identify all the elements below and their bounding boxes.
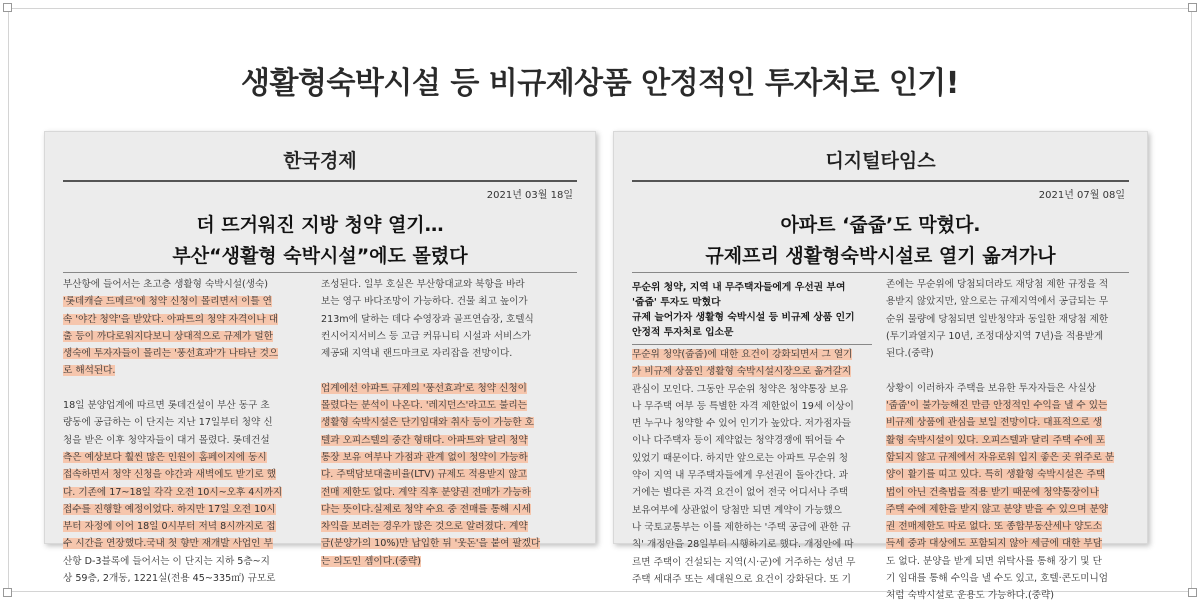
body-text-line: 산항 D-3블록에 들어서는 이 단지는 지하 5층~지 xyxy=(63,555,270,567)
body-text-line: 거에는 별다른 자격 요건이 없어 전국 어디서나 주택 xyxy=(632,487,848,499)
divider xyxy=(632,344,872,345)
body-text-line: 량동에 공급하는 이 단지는 지난 17일부터 청약 신 xyxy=(63,417,273,429)
body-text-line xyxy=(321,484,571,501)
body-text-line xyxy=(321,466,571,483)
article-title-line: 더 뜨거워진 지방 청약 열기… xyxy=(196,214,444,236)
article-title xyxy=(55,210,585,272)
article-title xyxy=(624,210,1137,272)
highlighted-text: 몰렸다는 분석이 나온다. '레지던스'라고도 불리는 xyxy=(321,400,527,412)
article-subtitle xyxy=(632,280,872,340)
body-text-line xyxy=(63,535,311,552)
body-text-line: 상 59층, 2개동, 1221실(전용 45~335㎡) 규모로 xyxy=(63,573,276,585)
body-text-line xyxy=(321,535,571,552)
body-text-line xyxy=(63,484,311,501)
body-text-line xyxy=(886,362,1132,379)
body-text-line xyxy=(63,518,311,535)
body-text-line xyxy=(886,501,1132,518)
body-text-line: 도 없다. 분양을 받게 되면 위탁사를 통해 장기 및 단 xyxy=(886,555,1102,567)
highlighted-text: 활형 숙박시설이 있다. 오피스텔과 달리 주택 수에 포 xyxy=(886,434,1106,446)
body-text-line: 부산항에 들어서는 초고층 생활형 숙박시설(생숙) xyxy=(63,279,269,290)
highlighted-text: '롯데캐슬 드메르'에 청약 신청이 몰리면서 이틀 연 xyxy=(63,296,272,308)
article-title-line: 규제프리 생활형숙박시설로 열기 옮겨가나 xyxy=(705,245,1056,267)
subtitle-line: 규제 늘어가자 생활형 숙박시설 등 비규제 상품 인기 xyxy=(632,312,855,323)
highlighted-text: 함되지 않고 규제에서 자유로워 입지 좋은 곳 위주로 분 xyxy=(886,451,1115,463)
news-clipping-hankyung xyxy=(44,131,596,585)
corner-marker xyxy=(1188,588,1197,597)
highlighted-text: '줍줍'이 불가능해진 만큼 안정적인 수익을 낼 수 있는 xyxy=(886,400,1108,412)
body-text-line xyxy=(886,484,1132,501)
divider xyxy=(632,272,1129,273)
highlighted-text: 텔과 오피스텔의 중간 형태다. 아파트와 달리 청약 xyxy=(321,434,528,446)
body-text-line: 213m에 달하는 데다 수영장과 골프연습장, 호텔식 xyxy=(321,313,534,325)
body-text-line xyxy=(321,397,571,414)
corner-marker xyxy=(3,588,12,597)
body-text-line xyxy=(63,380,311,397)
highlighted-text: 금(분양가의 10%)만 납입한 뒤 '웃돈'을 붙여 팔겠다 xyxy=(321,538,541,550)
highlighted-text: 측은 예상보다 훨씬 많은 인원이 홈페이지에 동시 xyxy=(63,451,267,463)
highlighted-text: 권 전매제한도 따로 없다. 또 종합부동산세나 양도소 xyxy=(886,521,1102,533)
page-headline: 생활형숙박시설 등 비규제상품 안정적인 투자처로 인기! xyxy=(241,66,959,101)
divider xyxy=(63,180,577,182)
body-text-line: 주택 세대주 또는 세대원으로 요건이 강화된다. 또 기 xyxy=(632,573,852,585)
highlighted-text: 생숙에 투자자들이 몰리는 '풍선효과'가 나타난 것으 xyxy=(63,348,279,360)
body-text-line xyxy=(63,311,311,328)
publisher-name: 디지털타임스 xyxy=(825,150,936,172)
body-text-line: (투기과열지구 10년, 조정대상지역 7년)을 적용받게 xyxy=(886,330,1104,342)
body-text-line: 있었기 때문이다. 하지만 앞으로는 아파트 무순위 청 xyxy=(632,452,848,464)
highlighted-text: 다. 주택담보대출비율(LTV) 규제도 적용받지 않고 xyxy=(321,469,527,481)
article-column xyxy=(886,276,1132,605)
body-text-line xyxy=(63,466,311,483)
body-text-line xyxy=(321,380,571,397)
body-text-line xyxy=(632,346,876,363)
highlighted-text: 차익을 보려는 경우가 많은 것으로 알려졌다. 계약 xyxy=(321,521,528,533)
highlighted-text: 주택 수에 제한을 받지 않고 분양 받을 수 있으며 분양 xyxy=(886,503,1109,515)
subtitle-line: '줍줍' 투자도 막혔다 xyxy=(632,297,721,308)
body-text-line: 르면 주택이 건설되는 지역(시·군)에 거주하는 성년 무 xyxy=(632,556,856,568)
highlighted-text: 가 비규제 상품인 생활형 숙박시설시장으로 옮겨갈지 xyxy=(632,366,852,378)
body-text-line: 18일 분양업계에 따르면 롯데건설이 부산 동구 초 xyxy=(63,400,270,412)
highlighted-text: 통장 보유 여부나 가점과 관계 없이 청약이 가능하 xyxy=(321,451,528,463)
body-text-line: 나 무주택 여부 등 특별한 자격 제한없이 19세 이상이 xyxy=(632,400,854,412)
body-text-line: 면 누구나 청약할 수 있어 인기가 높았다. 저가점자들 xyxy=(632,418,852,430)
highlighted-text: 수 시간을 연장했다.국내 첫 향만 재개발 사업인 부 xyxy=(63,538,273,550)
body-text-line xyxy=(321,501,571,518)
highlighted-text: 속 '야간 청약'을 받았다. 아파트의 청약 자격이나 대 xyxy=(63,313,279,325)
highlighted-text: 업계에선 아파트 규제의 '풍선효과'로 청약 신청이 xyxy=(321,382,527,394)
corner-marker xyxy=(3,3,12,12)
body-text-line: 보는 영구 바다조망이 가능하다. 건물 최고 높이가 xyxy=(321,296,528,308)
body-text-line xyxy=(321,414,571,431)
highlighted-text: 생활형 숙박시설은 단기임대와 취사 등이 가능한 호 xyxy=(321,417,534,429)
highlighted-text: 부터 자정에 이어 18일 0시부터 저녁 8시까지로 접 xyxy=(63,521,276,533)
news-clipping-digitaltimes xyxy=(613,131,1148,602)
highlighted-text: 법이 아닌 건축법을 적용 받기 때문에 청약통장이나 xyxy=(886,486,1099,498)
article-column xyxy=(321,276,571,570)
highlighted-text: 로 해석된다. xyxy=(63,365,116,377)
highlighted-text: 양이 활기를 띠고 있다. 특히 생활형 숙박시설은 주택 xyxy=(886,469,1106,481)
subtitle-line: 안정적 투자처로 입소문 xyxy=(632,327,734,338)
highlighted-text: 다는 뜻이다.실제로 청약 수요 중 전매를 통해 시세 xyxy=(321,503,531,515)
article-column xyxy=(63,276,311,587)
highlighted-text: 무순위 청약(줍줍)에 대한 요건이 강화되면서 그 열기 xyxy=(632,349,853,360)
body-text-line xyxy=(632,363,876,380)
body-text-line: 컨시어지서비스 등 고급 커뮤니티 시설과 서비스가 xyxy=(321,330,531,342)
body-text-line: 처럼 숙박시설로 운용도 가능하다.(중략) xyxy=(886,590,1054,602)
body-text-line xyxy=(886,466,1132,483)
body-text-line: 관심이 모인다. 그동안 무순위 청약은 청약통장 보유 xyxy=(632,383,848,395)
body-text-line xyxy=(63,449,311,466)
body-text-line xyxy=(321,449,571,466)
article-column xyxy=(632,346,876,588)
highlighted-text: 접수를 진행할 예정이었다. 하지만 17일 오전 10시 xyxy=(63,503,276,515)
highlighted-text: 는 의도인 셈이다.(중략) xyxy=(321,555,422,567)
body-text-line: 청을 받은 이후 청약자들이 대거 몰렸다. 롯데건설 xyxy=(63,434,270,446)
body-text-line: 된다.(중략) xyxy=(886,348,934,360)
body-text-line xyxy=(63,293,311,310)
body-text-line: 보유여부에 상관없이 당첨만 되면 계약이 가능했으 xyxy=(632,504,842,516)
body-text-line xyxy=(321,432,571,449)
highlighted-text: 다. 기존에 17~18일 각각 오전 10시~오후 4시까지 xyxy=(63,486,283,498)
body-text-line: 조성된다. 일부 호실은 부산항대교와 북항을 바라 xyxy=(321,279,525,290)
body-text-line xyxy=(886,449,1132,466)
body-text-line: 칙' 개정안을 28일부터 시행하기로 했다. 개정안에 따 xyxy=(632,539,854,551)
body-text-line: 순위 물량에 당첨되면 일반청약과 동일한 재당첨 제한 xyxy=(886,313,1109,325)
body-text-line xyxy=(886,397,1132,414)
body-text-line xyxy=(321,362,571,379)
body-text-line xyxy=(63,362,311,379)
body-text-line: 용받지 않았지만, 앞으로는 규제지역에서 공급되는 무 xyxy=(886,296,1109,308)
highlighted-text: 비규제 상품에 관심을 보일 전망이다. 대표적으로 생 xyxy=(886,417,1102,429)
body-text-line xyxy=(886,432,1132,449)
body-text-line xyxy=(886,535,1132,552)
divider xyxy=(63,272,577,273)
body-text-line: 상황이 이러하자 주택을 보유한 투자자들은 사실상 xyxy=(886,382,1096,394)
article-date: 2021년 03월 18일 xyxy=(486,190,573,201)
body-text-line: 기 임대를 통해 수익을 낼 수도 있고, 호텔·콘도미니엄 xyxy=(886,573,1109,585)
body-text-line xyxy=(63,328,311,345)
highlighted-text: 접속하면서 청약 신청을 야간과 새벽에도 받기로 했 xyxy=(63,469,276,481)
body-text-line xyxy=(63,345,311,362)
article-title-line: 부산“생활형 숙박시설”에도 몰렸다 xyxy=(172,245,468,267)
corner-marker xyxy=(1188,3,1197,12)
body-text-line xyxy=(886,518,1132,535)
divider xyxy=(632,180,1129,182)
article-date: 2021년 07월 08일 xyxy=(1038,190,1125,201)
body-text-line xyxy=(321,553,571,570)
publisher-name: 한국경제 xyxy=(283,150,357,172)
highlighted-text: 출 등이 까다로워지다보니 상대적으로 규제가 덜한 xyxy=(63,330,273,342)
body-text-line xyxy=(886,414,1132,431)
body-text-line xyxy=(63,501,311,518)
highlighted-text: 전매 제한도 없다. 계약 직후 분양권 전매가 가능하 xyxy=(321,486,531,498)
body-text-line: 약이 지역 내 무주택자들에게 우선권이 돌아간다. 과 xyxy=(632,470,848,482)
highlighted-text: 득세 중과 대상에도 포함되지 않아 세금에 대한 부담 xyxy=(886,538,1102,550)
body-text-line: 제공돼 지역내 랜드마크로 자리잡을 전망이다. xyxy=(321,348,513,360)
body-text-line: 존에는 무순위에 당첨되더라도 재당첨 제한 규정을 적 xyxy=(886,279,1109,290)
body-text-line: 이나 다주택자 등이 제약없는 청약경쟁에 뛰어들 수 xyxy=(632,435,845,447)
subtitle-line: 무순위 청약, 지역 내 무주택자들에게 우선권 부여 xyxy=(632,282,846,293)
body-text-line xyxy=(321,518,571,535)
body-text-line: 나 국토교통부는 이를 제한하는 '주택 공급에 관한 규 xyxy=(632,521,851,533)
article-title-line: 아파트 ‘줍줍’도 막혔다. xyxy=(780,214,981,236)
